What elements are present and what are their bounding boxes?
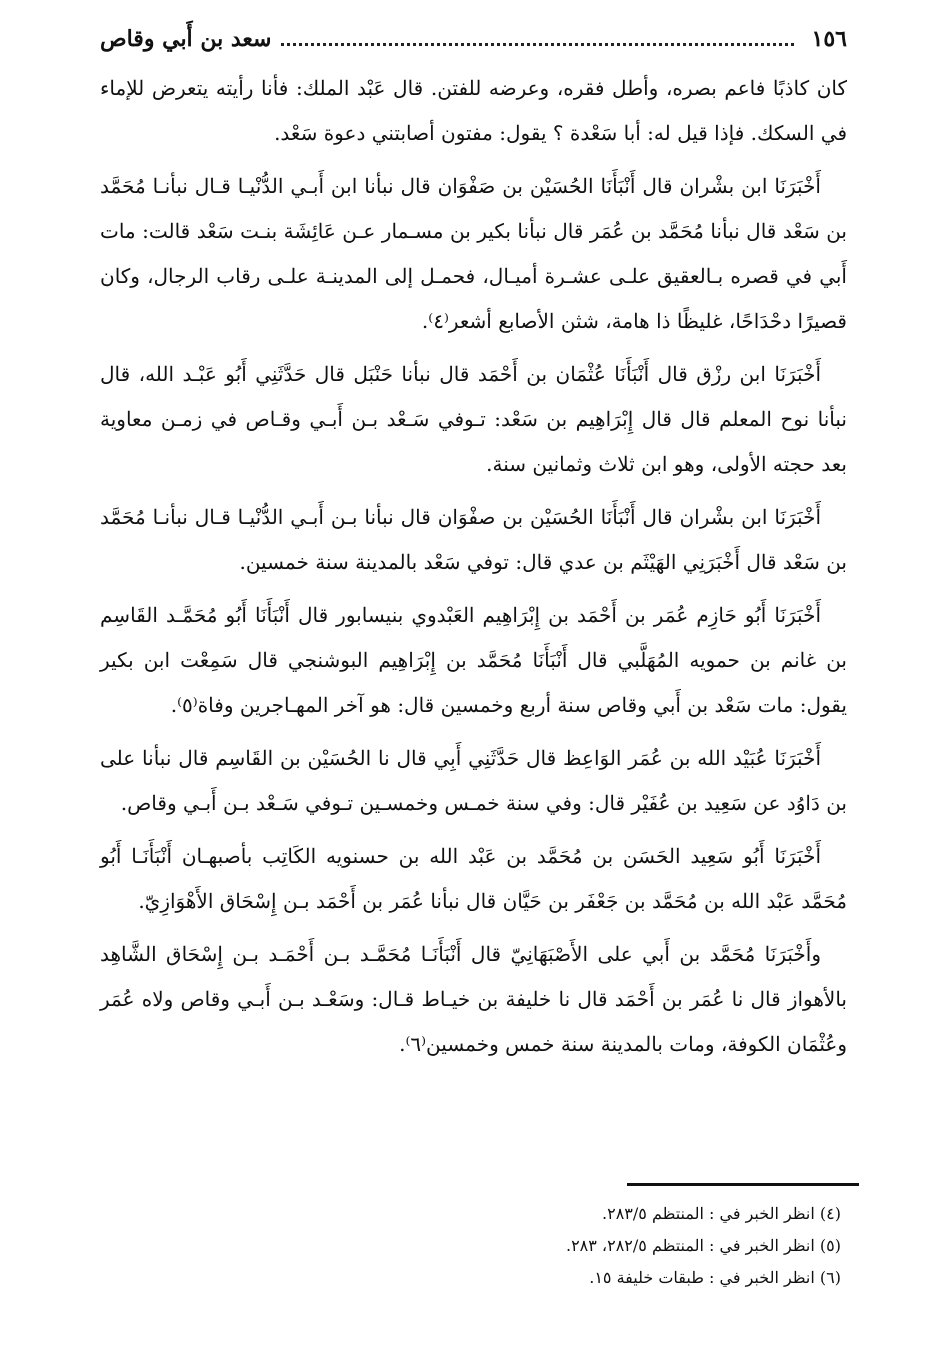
header-dotted-leader (281, 43, 793, 46)
page-number: ١٥٦ (811, 26, 847, 52)
paragraph-3: أَخْبَرَنَا ابن رزْق قال أَنْبَأَنَا عُثْمَان بن أَحْمَد قال نبأنا حَنْبَل قال حَدَّثَنِي أَبُو عَبْـد الله، قال نبأنا نوح المعلم قال قال إِبْرَاهِيم بن سَعْد: تـوفي سَـعْد بـن أَبـي وقـاص في زمـن معاوية بعد حجته الأولى، وهو ابن ثلاث وثمانين سنة. (100, 362, 847, 476)
footnote-separator (627, 1183, 859, 1186)
paragraph-6: أَخْبَرَنَا عُبَيْد الله بن عُمَر الوَاعِظ قال حَدَّثَنِي أَبِي قال نا الحُسَيْن بن القَاسِم قال نبأنا على بن دَاوُد عن سَعِيد بن عُفَيْر قال: وفي سنة خمـس وخمسـين تـوفي سَـعْد بـن أَبـي وقاص. (100, 746, 847, 815)
paragraph-2: أَخْبَرَنَا ابن بشْران قال أَنْبَأَنَا الحُسَيْن بن صَفْوَان قال نبأنا ابن أَبـي الدُّنْيـا قـال نبأنـا مُحَمَّد بن سَعْد قال نبأنا مُحَمَّد بن عُمَر قال نبأنا بكير بن مسـمار عـن عَائِشَة بنـت سَعْد قالت: مات أَبي في قصره بـالعقيق علـى عشـرة أميـال، فحمـل إلى المدينـة علـى رقاب الرجال، وكان قصيرًا دحْدَاحًا، غليظًا ذا هامة، شثن الأصابع أشعر⁽٤⁾. (100, 174, 848, 333)
paragraph-5: أَخْبَرَنَا أَبُو حَازِم عُمَر بن أَحْمَد بن إِبْرَاهِيم العَبْدوي بنيسابور قال أَنْبَأَنَا أَبُو مُحَمَّـد القَاسِم بن غانم بن حمويه المُهَلَّبي قال أَنْبَأَنَا مُحَمَّد بن إِبْرَاهِيم البوشنجي قال سَمِعْت ابن بكير يقول: مات سَعْد بن أَبي وقاص سنة أربع وخمسين قال: هو آخر المهـاجرين وفاة⁽٥⁾. (100, 603, 847, 717)
footnote-4: (٤) انظر الخبر في : المنتظم ٢٨٣/٥. (602, 1204, 841, 1223)
footnote-5: (٥) انظر الخبر في : المنتظم ٢٨٢/٥، ٢٨٣. (565, 1236, 841, 1255)
paragraph-4: أَخْبَرَنَا ابن بشْران قال أَنْبَأَنَا الحُسَيْن بن صفْوَان قال نبأنا بـن أَبـي الدُّنْيـا قـال نبأنـا مُحَمَّد بن سَعْد قال أَخْبَرَنِي الهَيْثَم بن عدي قال: توفي سَعْد بالمدينة سنة خمسين. (100, 505, 847, 574)
footnote-6: (٦) انظر الخبر في : طبقات خليفة ١٥. (589, 1268, 841, 1287)
footnotes (421, 1198, 841, 1294)
paragraph-8: وأَخْبَرَنَا مُحَمَّد بن أَبي على الأَصْبَهَانِيّ قال أَنْبَأَنَـا مُحَمَّـد بـن أَحْمَـد بـن إِسْحَاق الشَّاهِد بالأهواز قال نا عُمَر بن أَحْمَد قال نا خليفة بن خيـاط قـال: وسَعْـد بـن أَبـي وقاص ولاه عُمَر وعُثْمَان الكوفة، ومات بالمدينة سنة خمس وخمسين⁽٦⁾. (100, 942, 847, 1056)
running-title: سعد بن أَبي وقاص (100, 26, 272, 52)
main-text (100, 66, 847, 1075)
page-header (100, 22, 847, 56)
paragraph-1: كان كاذبًا فاعم بصره، وأطل فقره، وعرضه للفتن. قال عَبْد الملك: فأنا رأيته يتعرض للإماء في السكك. فإذا قيل له: أبا سَعْدة ؟ يقول: مفتون أصابتني دعوة سَعْد. (100, 76, 847, 145)
paragraph-7: أَخْبَرَنَا أَبُو سَعِيد الحَسَن بن مُحَمَّد بن عَبْد الله بن حسنويه الكَاتِب بأصبهـان أَنْبَأَنَـا أَبُو مُحَمَّد عَبْد الله بن مُحَمَّد بن جَعْفَر بن حَيَّان قال نبأنا عُمَر بن أَحْمَد بـن إِسْحَاق الأَهْوَازِيّ. (100, 844, 847, 913)
